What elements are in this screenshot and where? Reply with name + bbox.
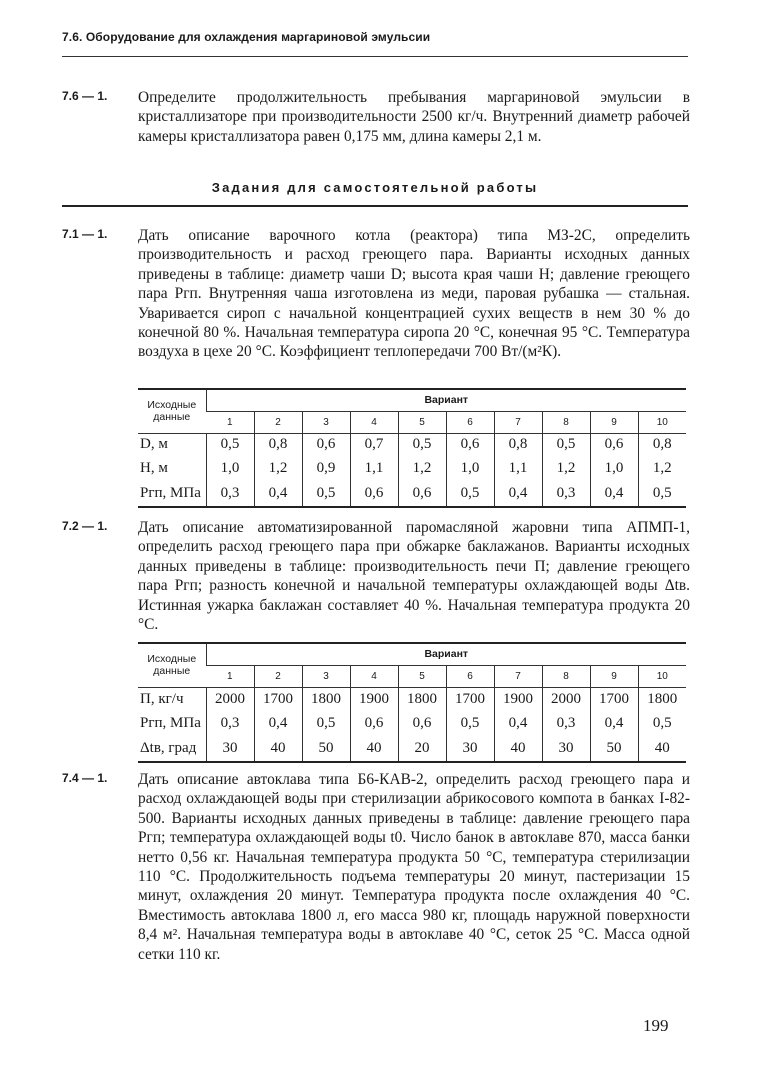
table-cell: 1700 bbox=[446, 687, 494, 711]
page-number: 199 bbox=[643, 1016, 669, 1035]
table-cell: 0,3 bbox=[542, 711, 590, 736]
table-7-1 bbox=[138, 388, 686, 508]
table-cell: 1900 bbox=[350, 687, 398, 711]
table-cell: 50 bbox=[590, 736, 638, 762]
table-cell: 1,0 bbox=[446, 455, 494, 481]
table-cell: 0,6 bbox=[590, 433, 638, 455]
table-cell: 30 bbox=[446, 736, 494, 762]
table-cell: 0,5 bbox=[446, 481, 494, 507]
variant-number: 1 bbox=[206, 665, 254, 687]
row-label: П, кг/ч bbox=[140, 690, 184, 707]
row-label: Pгп, МПа bbox=[138, 481, 206, 507]
variant-header: Вариант bbox=[206, 643, 686, 665]
header-rule bbox=[62, 56, 688, 57]
variant-number: 6 bbox=[446, 665, 494, 687]
table-cell: 1900 bbox=[494, 687, 542, 711]
variant-number: 2 bbox=[254, 665, 302, 687]
table-cell: 1800 bbox=[638, 687, 686, 711]
variant-number: 3 bbox=[302, 665, 350, 687]
problem-7-2 bbox=[62, 518, 690, 634]
problem-number: 7.4 — 1. bbox=[62, 771, 108, 785]
table-cell: 1800 bbox=[302, 687, 350, 711]
running-head: 7.6. Оборудование для охлаждения маргариновой эмульсии bbox=[62, 30, 431, 44]
table-cell: 40 bbox=[350, 736, 398, 762]
problem-7-4 bbox=[62, 770, 690, 964]
table-cell: 40 bbox=[638, 736, 686, 762]
variant-header: Вариант bbox=[206, 389, 686, 411]
problem-number: 7.1 — 1. bbox=[62, 227, 108, 241]
table-cell: 0,5 bbox=[302, 711, 350, 736]
table-cell: 1,0 bbox=[206, 455, 254, 481]
table-cell: 1700 bbox=[254, 687, 302, 711]
variant-number: 1 bbox=[206, 411, 254, 433]
table-cell: 0,7 bbox=[350, 433, 398, 455]
problem-7-1 bbox=[62, 226, 690, 362]
table-cell: 0,4 bbox=[494, 481, 542, 507]
row-label: D, м bbox=[140, 435, 168, 452]
table-corner: Исходные данные bbox=[138, 389, 206, 433]
table-corner: Исходные данные bbox=[138, 643, 206, 687]
table-cell: 0,5 bbox=[542, 433, 590, 455]
problem-text: Дать описание автоматизированной паромасляной жаровни типа АПМП-1, определить расход греющего пара при обжарке баклажанов. Варианты исходных данных приведены в таблице: производительность печи П; давление греющего пара Pгп; разность конечной и начальной температуры охлаждающей воды Δtв. Истинная ужарка баклажан составляет 40 %. Начальная температура продукта 20 °С. bbox=[138, 519, 690, 634]
problem-text: Дать описание варочного котла (реактора) типа МЗ-2С, определить производительность и расход греющего пара. Варианты исходных данных приведены в таблице: диаметр чаши D; высота края чаши H; давление греющего пара Pгп. Внутренняя чаша изготовлена из меди, паровая рубашка — стальная. Уваривается сироп с начальной концентрацией сухих веществ в нем 30 % до конечной 80 %. Начальная температура сиропа 20 °С, конечная 95 °С. Температура воздуха в цехе 20 °С. Коэффициент теплопередачи 700 Вт/(м²К). bbox=[138, 227, 690, 361]
table-cell: 0,6 bbox=[302, 433, 350, 455]
section-title: Задания для самостоятельной работы bbox=[211, 180, 539, 195]
variant-number: 10 bbox=[638, 411, 686, 433]
problem-text: Определите продолжительность пребывания маргариновой эмульсии в кристаллизаторе при производительности 2500 кг/ч. Внутренний диаметр рабочей камеры кристаллизатора равен 0,175 мм, длина камеры 2,1 м. bbox=[138, 89, 690, 145]
table-row bbox=[138, 455, 686, 481]
table-cell: 0,4 bbox=[494, 711, 542, 736]
variant-number: 4 bbox=[350, 665, 398, 687]
table-cell: 0,3 bbox=[542, 481, 590, 507]
row-label: Pгп, МПа bbox=[140, 715, 201, 731]
variant-number: 7 bbox=[494, 411, 542, 433]
problem-number: 7.2 — 1. bbox=[62, 519, 108, 533]
problem-text: Дать описание автоклава типа Б6-КАВ-2, определить расход греющего пара и расход охлаждающей воды при стерилизации абрикосового компота в банках I-82-500. Варианты исходных данных приведены в таблице: давление греющего пара Pгп; температура охлаждающей воды t0. Число банок в автоклаве 870, масса банки нетто 0,56 кг. Начальная температура продукта 50 °С, температура стерилизации 110 °С. Продолжительность подъема температуры 20 минут, пастеризации 15 минут, охлаждения 20 минут. Температура продукта после охлаждения 40 °С. Вместимость автоклава 1800 л, его масса 980 кг, площадь наружной поверхности 8,4 м². Начальная температура воды в автоклаве 40 °С, сеток 25 °С. Масса одной сетки 110 кг. bbox=[138, 771, 690, 963]
table-cell: 1,2 bbox=[398, 455, 446, 481]
table-cell: 20 bbox=[398, 736, 446, 762]
variant-number: 5 bbox=[398, 411, 446, 433]
section-rule bbox=[62, 205, 688, 207]
table-cell: 1,2 bbox=[638, 455, 686, 481]
table-row bbox=[138, 711, 686, 736]
table-cell: 0,5 bbox=[398, 433, 446, 455]
variant-number: 2 bbox=[254, 411, 302, 433]
table-cell: 1,2 bbox=[542, 455, 590, 481]
variant-number: 9 bbox=[590, 411, 638, 433]
table-cell: 0,3 bbox=[206, 711, 254, 736]
variant-number: 5 bbox=[398, 665, 446, 687]
problem-number: 7.6 — 1. bbox=[62, 89, 108, 103]
table-cell: 0,5 bbox=[446, 711, 494, 736]
row-label: H, м bbox=[140, 459, 168, 476]
table-cell: 0,8 bbox=[494, 433, 542, 455]
table-row bbox=[138, 736, 686, 762]
table-cell: 0,5 bbox=[638, 481, 686, 507]
variant-number: 9 bbox=[590, 665, 638, 687]
table-cell: 0,5 bbox=[206, 433, 254, 455]
table-cell: 0,6 bbox=[446, 433, 494, 455]
table-cell: 40 bbox=[254, 736, 302, 762]
table-cell: 1,0 bbox=[590, 455, 638, 481]
row-label: Δtв, град bbox=[138, 736, 206, 762]
table-cell: 0,9 bbox=[302, 455, 350, 481]
table-cell: 0,5 bbox=[638, 711, 686, 736]
table-cell: 1,1 bbox=[350, 455, 398, 481]
variant-number: 7 bbox=[494, 665, 542, 687]
table-cell: 0,6 bbox=[398, 481, 446, 507]
table-cell: 0,3 bbox=[206, 481, 254, 507]
table-cell: 1800 bbox=[398, 687, 446, 711]
variant-number: 8 bbox=[542, 411, 590, 433]
variant-number: 10 bbox=[638, 665, 686, 687]
problem-7-6 bbox=[62, 88, 690, 146]
table-cell: 0,4 bbox=[590, 711, 638, 736]
table-cell: 50 bbox=[302, 736, 350, 762]
table-cell: 0,6 bbox=[350, 711, 398, 736]
variant-number: 4 bbox=[350, 411, 398, 433]
table-cell: 0,4 bbox=[254, 481, 302, 507]
table-cell: 1,1 bbox=[494, 455, 542, 481]
table-7-2 bbox=[138, 642, 686, 763]
table-cell: 2000 bbox=[542, 687, 590, 711]
table-cell: 0,4 bbox=[254, 711, 302, 736]
table-cell: 1700 bbox=[590, 687, 638, 711]
variant-number: 3 bbox=[302, 411, 350, 433]
table-cell: 30 bbox=[542, 736, 590, 762]
table-cell: 0,4 bbox=[590, 481, 638, 507]
table-cell: 2000 bbox=[206, 687, 254, 711]
table-cell: 0,6 bbox=[398, 711, 446, 736]
table-row bbox=[138, 481, 686, 507]
table-cell: 0,8 bbox=[638, 433, 686, 455]
table-cell: 1,2 bbox=[254, 455, 302, 481]
table-row bbox=[138, 433, 686, 455]
table-cell: 0,6 bbox=[350, 481, 398, 507]
table-cell: 0,8 bbox=[254, 433, 302, 455]
variant-number: 8 bbox=[542, 665, 590, 687]
table-row bbox=[138, 687, 686, 711]
table-cell: 0,5 bbox=[302, 481, 350, 507]
table-cell: 40 bbox=[494, 736, 542, 762]
variant-number: 6 bbox=[446, 411, 494, 433]
table-cell: 30 bbox=[206, 736, 254, 762]
